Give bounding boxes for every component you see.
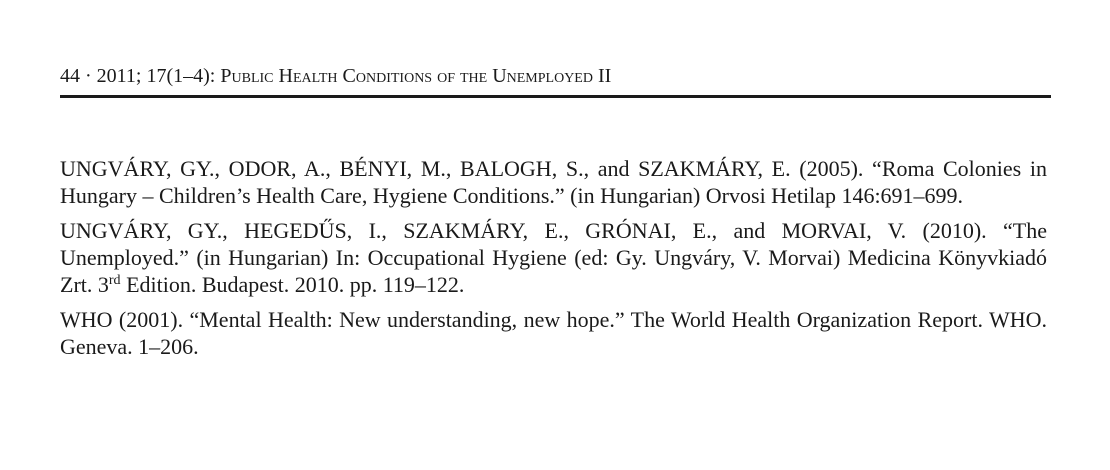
reference-entry-who-2001: WHO (2001). “Mental Health: New understanding, new hope.” The World Health Organization Report. WHO. Geneva. 1–206. xyxy=(60,307,1047,359)
ordinal-superscript: rd xyxy=(108,273,121,288)
journal-citation: 2011; 17(1–4): xyxy=(96,65,221,87)
reference-text-continued: Edition. Budapest. 2010. pp. 119–122. xyxy=(120,272,465,297)
reference-text: UNGVÁRY, GY., HEGEDŰS, I., SZAKMÁRY, E., GRÓNAI, E., and MORVAI, V. (2010). “The Unemployed.” (in Hungarian) In: Occupational Hygiene (ed: Gy. Ungváry, V. Morvai) Medicina Könyvkiadó Zrt. 3 xyxy=(60,218,1047,297)
running-header xyxy=(60,64,1050,88)
reference-entry-ungvary-2010 xyxy=(60,217,1047,298)
header-separator: · xyxy=(80,65,97,87)
page-number: 44 xyxy=(60,65,80,87)
reference-entry-ungvary-2005: UNGVÁRY, GY., ODOR, A., BÉNYI, M., BALOGH, S., and SZAKMÁRY, E. (2005). “Roma Colonies in Hungary – Children’s Health Care, Hygiene Conditions.” (in Hungarian) Orvosi Hetilap 146:691–699. xyxy=(60,156,1047,208)
running-title: Public Health Conditions of the Unemployed II xyxy=(220,65,612,87)
reference-list xyxy=(60,155,1047,368)
header-rule xyxy=(60,95,1051,98)
